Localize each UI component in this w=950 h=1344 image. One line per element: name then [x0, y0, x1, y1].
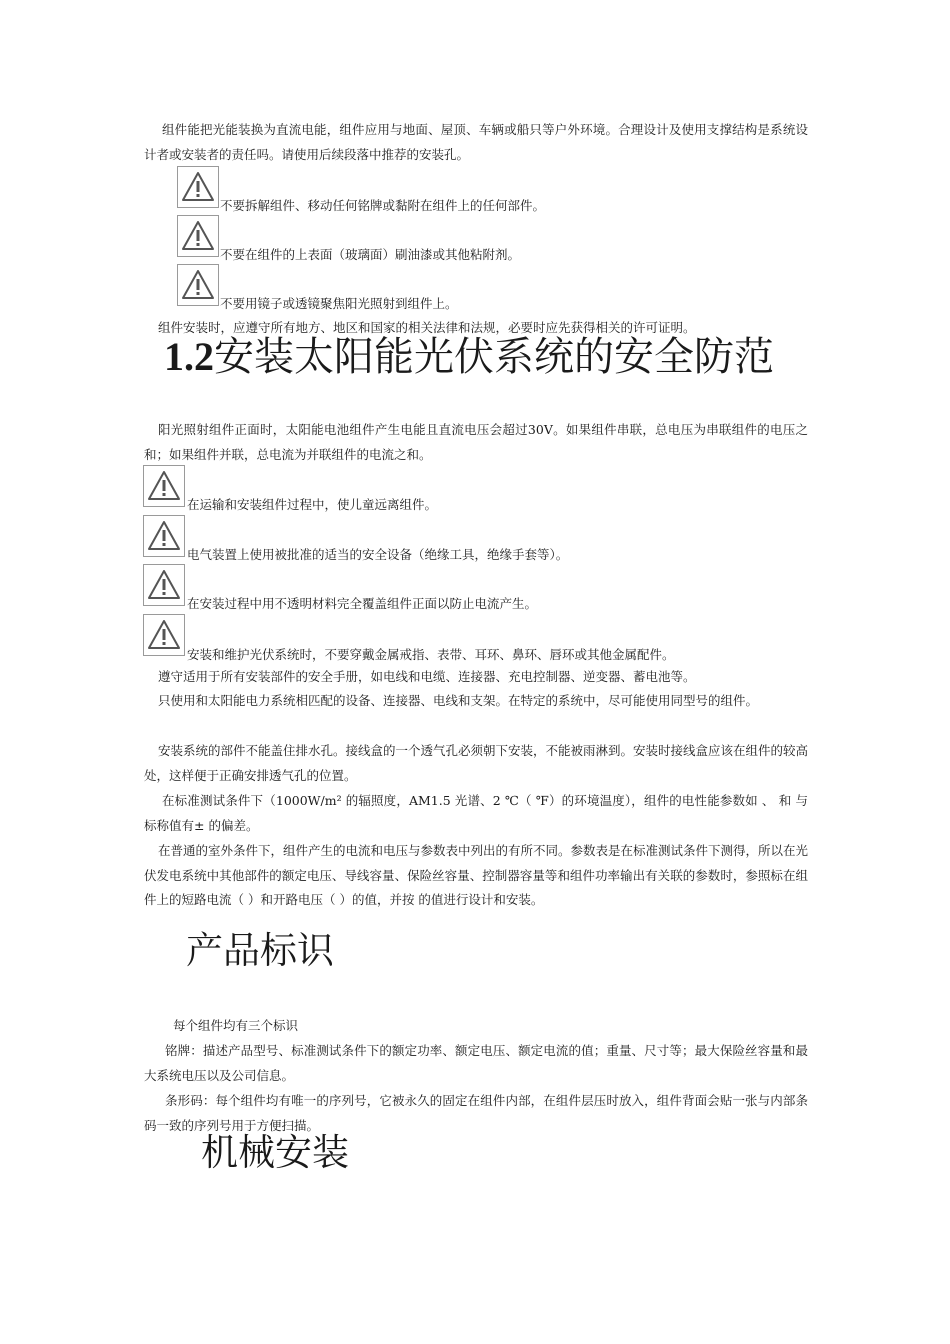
section-title: 安装太阳能光伏系统的安全防范	[214, 334, 774, 380]
warning-icon	[177, 215, 219, 257]
label-paragraph: 条形码：每个组件均有唯一的序列号，它被永久的固定在组件内部，在组件层压时放入，组件背面会贴一张与内部条码一致的序列号用于方便扫描。	[144, 1093, 808, 1133]
intro-compliance: 组件安装时，应遵守所有地方、地区和国家的相关法律和法规，必要时应先获得相关的许可证明。	[158, 320, 696, 335]
warning-icon	[143, 564, 185, 606]
warning-text: 安装和维护光伏系统时，不要穿戴金属戒指、表带、耳环、鼻环、唇环或其他金属配件。	[187, 647, 675, 662]
section-heading-label: 产品标识	[186, 929, 334, 972]
warning-icon	[143, 515, 185, 557]
safety-paragraph: 阳光照射组件正面时，太阳能电池组件产生电能且直流电压会超过30V。如果组件串联，总电压为串联组件的电压之和；如果组件并联，总电流为并联组件的电流之和。	[144, 422, 808, 462]
section-heading-safety	[164, 333, 774, 381]
section-number: 1.2	[164, 334, 214, 379]
warning-text: 不要拆解组件、移动任何铭牌或黏附在组件上的任何部件。	[220, 198, 546, 213]
section-heading-mechanical: 机械安装	[201, 1131, 349, 1174]
warning-text: 不要在组件的上表面（玻璃面）刷油漆或其他粘附剂。	[220, 247, 521, 262]
intro-paragraph: 组件能把光能装换为直流电能，组件应用与地面、屋顶、车辆或船只等户外环境。合理设计及使用支撑结构是系统设计者或安装者的责任吗。请使用后续段落中推荐的安装孔。	[144, 122, 808, 162]
warning-text: 在安装过程中用不透明材料完全覆盖组件正面以防止电流产生。	[187, 596, 538, 611]
warning-icon	[143, 614, 185, 656]
safety-paragraph: 安装系统的部件不能盖住排水孔。接线盒的一个透气孔必须朝下安装，不能被雨淋到。安装时接线盒应该在组件的较高处，这样便于正确安排透气孔的位置。	[144, 743, 809, 783]
warning-icon	[177, 166, 219, 208]
safety-paragraph: 在标准测试条件下（1000W/m² 的辐照度，AM1.5 光谱、2 ℃（ ℉）的环境温度），组件的电性能参数如 、 和 与标称值有± 的偏差。	[144, 793, 808, 833]
safety-paragraph: 在普通的室外条件下，组件产生的电流和电压与参数表中列出的有所不同。参数表是在标准测试条件下测得，所以在光伏发电系统中其他部件的额定电压、导线容量、保险丝容量、控制器容量等和组件功率输出有关联的参数时，参照标在组件上的短路电流（ ）和开路电压（ ）的值，并按 的值进行设计和安装。	[144, 843, 809, 907]
warning-text: 在运输和安装组件过程中，使儿童远离组件。	[187, 497, 438, 512]
warning-text: 不要用镜子或透镜聚焦阳光照射到组件上。	[220, 296, 458, 311]
label-paragraph: 每个组件均有三个标识	[173, 1018, 299, 1033]
label-paragraph: 铭牌：描述产品型号、标准测试条件下的额定功率、额定电压、额定电流的值；重量、尺寸等；最大保险丝容量和最大系统电压以及公司信息。	[144, 1043, 808, 1083]
warning-text: 电气装置上使用被批准的适当的安全设备（绝缘工具，绝缘手套等）。	[187, 547, 569, 562]
warning-icon	[143, 465, 185, 507]
warning-icon	[177, 264, 219, 306]
safety-paragraph: 遵守适用于所有安装部件的安全手册，如电线和电缆、连接器、充电控制器、逆变器、蓄电池等。	[158, 669, 696, 684]
safety-paragraph: 只使用和太阳能电力系统相匹配的设备、连接器、电线和支架。在特定的系统中，尽可能使用同型号的组件。	[158, 693, 759, 708]
